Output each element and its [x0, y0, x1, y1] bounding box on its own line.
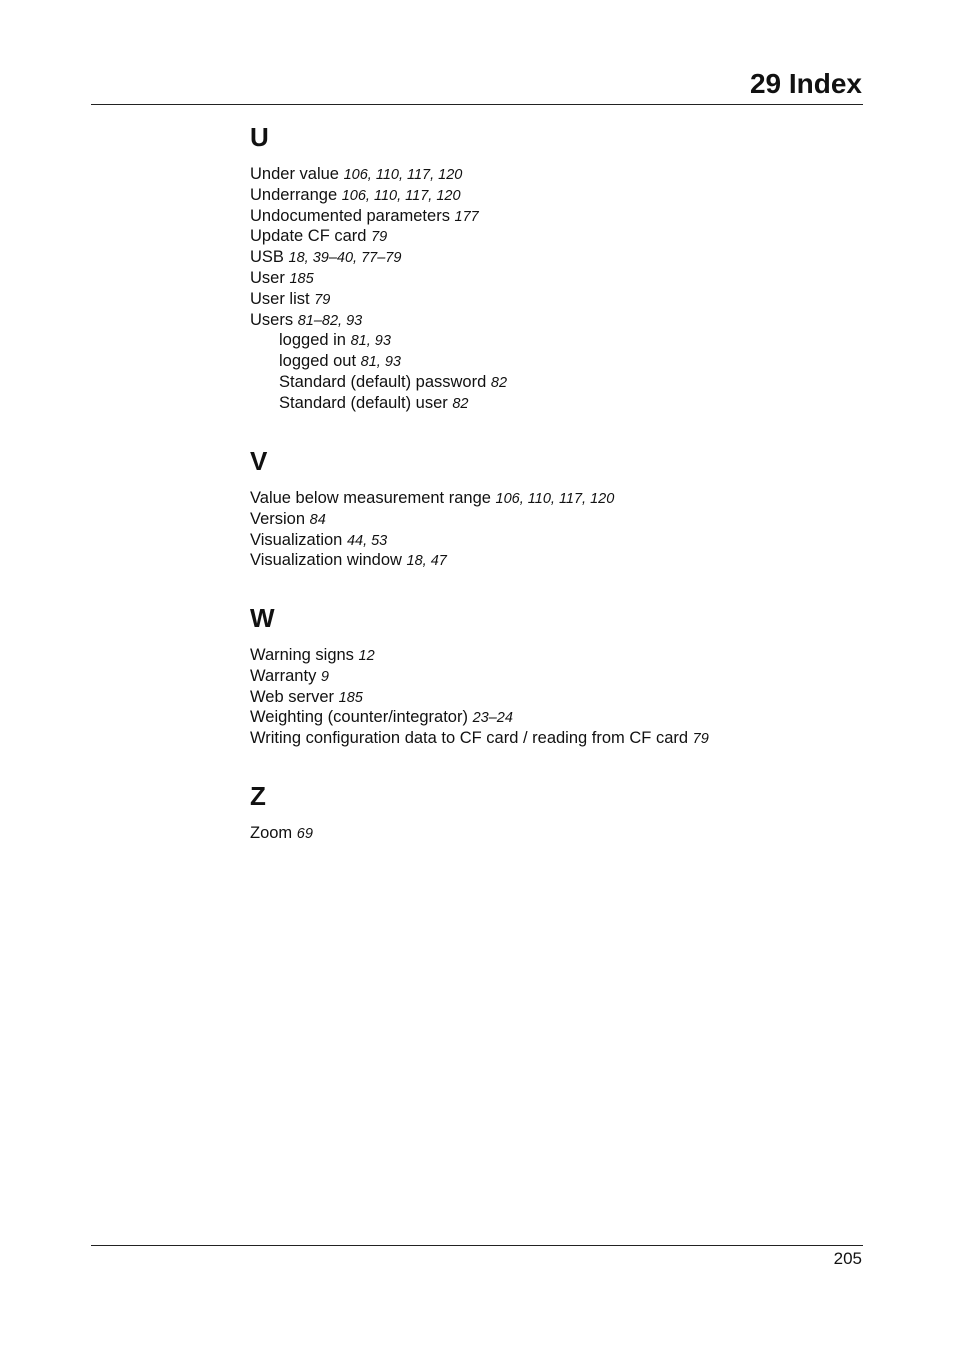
index-subentry	[250, 351, 863, 372]
index-entry	[250, 185, 863, 206]
entry-pages: 82	[490, 374, 508, 391]
entry-list	[250, 488, 863, 571]
entry-term: Value below measurement range	[250, 489, 491, 507]
entry-pages: 23–24	[472, 710, 513, 727]
index-section-w	[250, 603, 863, 749]
entry-term: Users	[250, 310, 294, 329]
entry-pages: 79	[692, 731, 709, 748]
page-number: 205	[833, 1249, 862, 1268]
entry-pages: 69	[296, 826, 313, 842]
index-entry	[250, 823, 863, 844]
entry-term: Warranty	[250, 666, 317, 685]
entry-pages: 79	[314, 291, 331, 308]
index-entry	[250, 666, 863, 687]
entry-pages: 106, 110, 117, 120	[495, 491, 615, 507]
index-section-v	[250, 446, 863, 571]
index-entry	[250, 687, 863, 708]
entry-term: User list	[250, 289, 310, 308]
entry-pages: 84	[309, 511, 326, 528]
index-entry	[250, 226, 863, 247]
index-subentry	[250, 330, 863, 351]
entry-term: Underrange	[250, 185, 338, 204]
entry-list	[250, 823, 863, 844]
index-entry	[250, 310, 863, 331]
entry-term: Weighting (counter/integrator)	[250, 708, 468, 727]
index-subentry	[250, 393, 863, 414]
entry-pages: 106, 110, 117, 120	[341, 187, 461, 204]
index-entry	[250, 707, 863, 728]
header-divider	[91, 104, 863, 105]
entry-term: Zoom	[250, 824, 293, 842]
entry-pages: 44, 53	[346, 532, 388, 549]
entry-pages: 185	[289, 270, 314, 287]
entry-term: USB	[250, 248, 284, 267]
entry-term: logged out	[279, 352, 357, 371]
entry-pages: 81, 93	[360, 354, 401, 371]
entry-pages: 79	[371, 229, 388, 246]
index-entry	[250, 247, 863, 268]
chapter-title: 29 Index	[749, 68, 862, 99]
index-entry	[250, 268, 863, 289]
entry-pages: 9	[320, 668, 329, 685]
entry-pages: 82	[452, 395, 469, 412]
entry-term: logged in	[279, 331, 346, 350]
entry-term: Under value	[250, 165, 339, 183]
section-letter: V	[250, 446, 268, 476]
entry-pages: 177	[454, 208, 479, 225]
entry-list	[250, 645, 863, 749]
index-section-z	[250, 781, 863, 844]
entry-term: Undocumented parameters	[250, 206, 450, 225]
index-entry	[250, 530, 863, 551]
entry-pages: 185	[338, 689, 363, 706]
index-entry	[250, 164, 863, 185]
entry-term: Warning signs	[250, 646, 354, 664]
index-entry	[250, 728, 863, 749]
entry-term: Visualization window	[250, 551, 402, 570]
section-letter: U	[250, 122, 269, 152]
index-entry	[250, 289, 863, 310]
entry-pages: 81, 93	[350, 333, 391, 350]
section-letter: W	[250, 603, 275, 633]
index-entry	[250, 509, 863, 530]
entry-term: User	[250, 268, 285, 287]
entry-term: Visualization	[250, 530, 343, 549]
entry-term: Standard (default) user	[279, 393, 448, 412]
index-entry	[250, 206, 863, 227]
index-entry	[250, 645, 863, 666]
entry-pages: 12	[358, 648, 375, 664]
entry-term: Web server	[250, 687, 335, 706]
entry-pages: 18, 39–40, 77–79	[288, 250, 402, 267]
entry-term: Writing configuration data to CF card / reading from CF card	[250, 729, 689, 748]
section-letter: Z	[250, 781, 266, 811]
index-entry	[250, 550, 863, 571]
entry-term: Standard (default) password	[279, 372, 487, 391]
entry-pages: 106, 110, 117, 120	[343, 167, 463, 183]
footer-divider	[91, 1245, 863, 1246]
entry-term: Version	[250, 509, 306, 528]
entry-term: Update CF card	[250, 227, 367, 246]
entry-pages: 18, 47	[406, 553, 447, 570]
entry-pages: 81–82, 93	[297, 312, 363, 329]
index-entry	[250, 488, 863, 509]
index-section-u	[250, 122, 863, 414]
entry-list	[250, 164, 863, 414]
index-subentry	[250, 372, 863, 393]
